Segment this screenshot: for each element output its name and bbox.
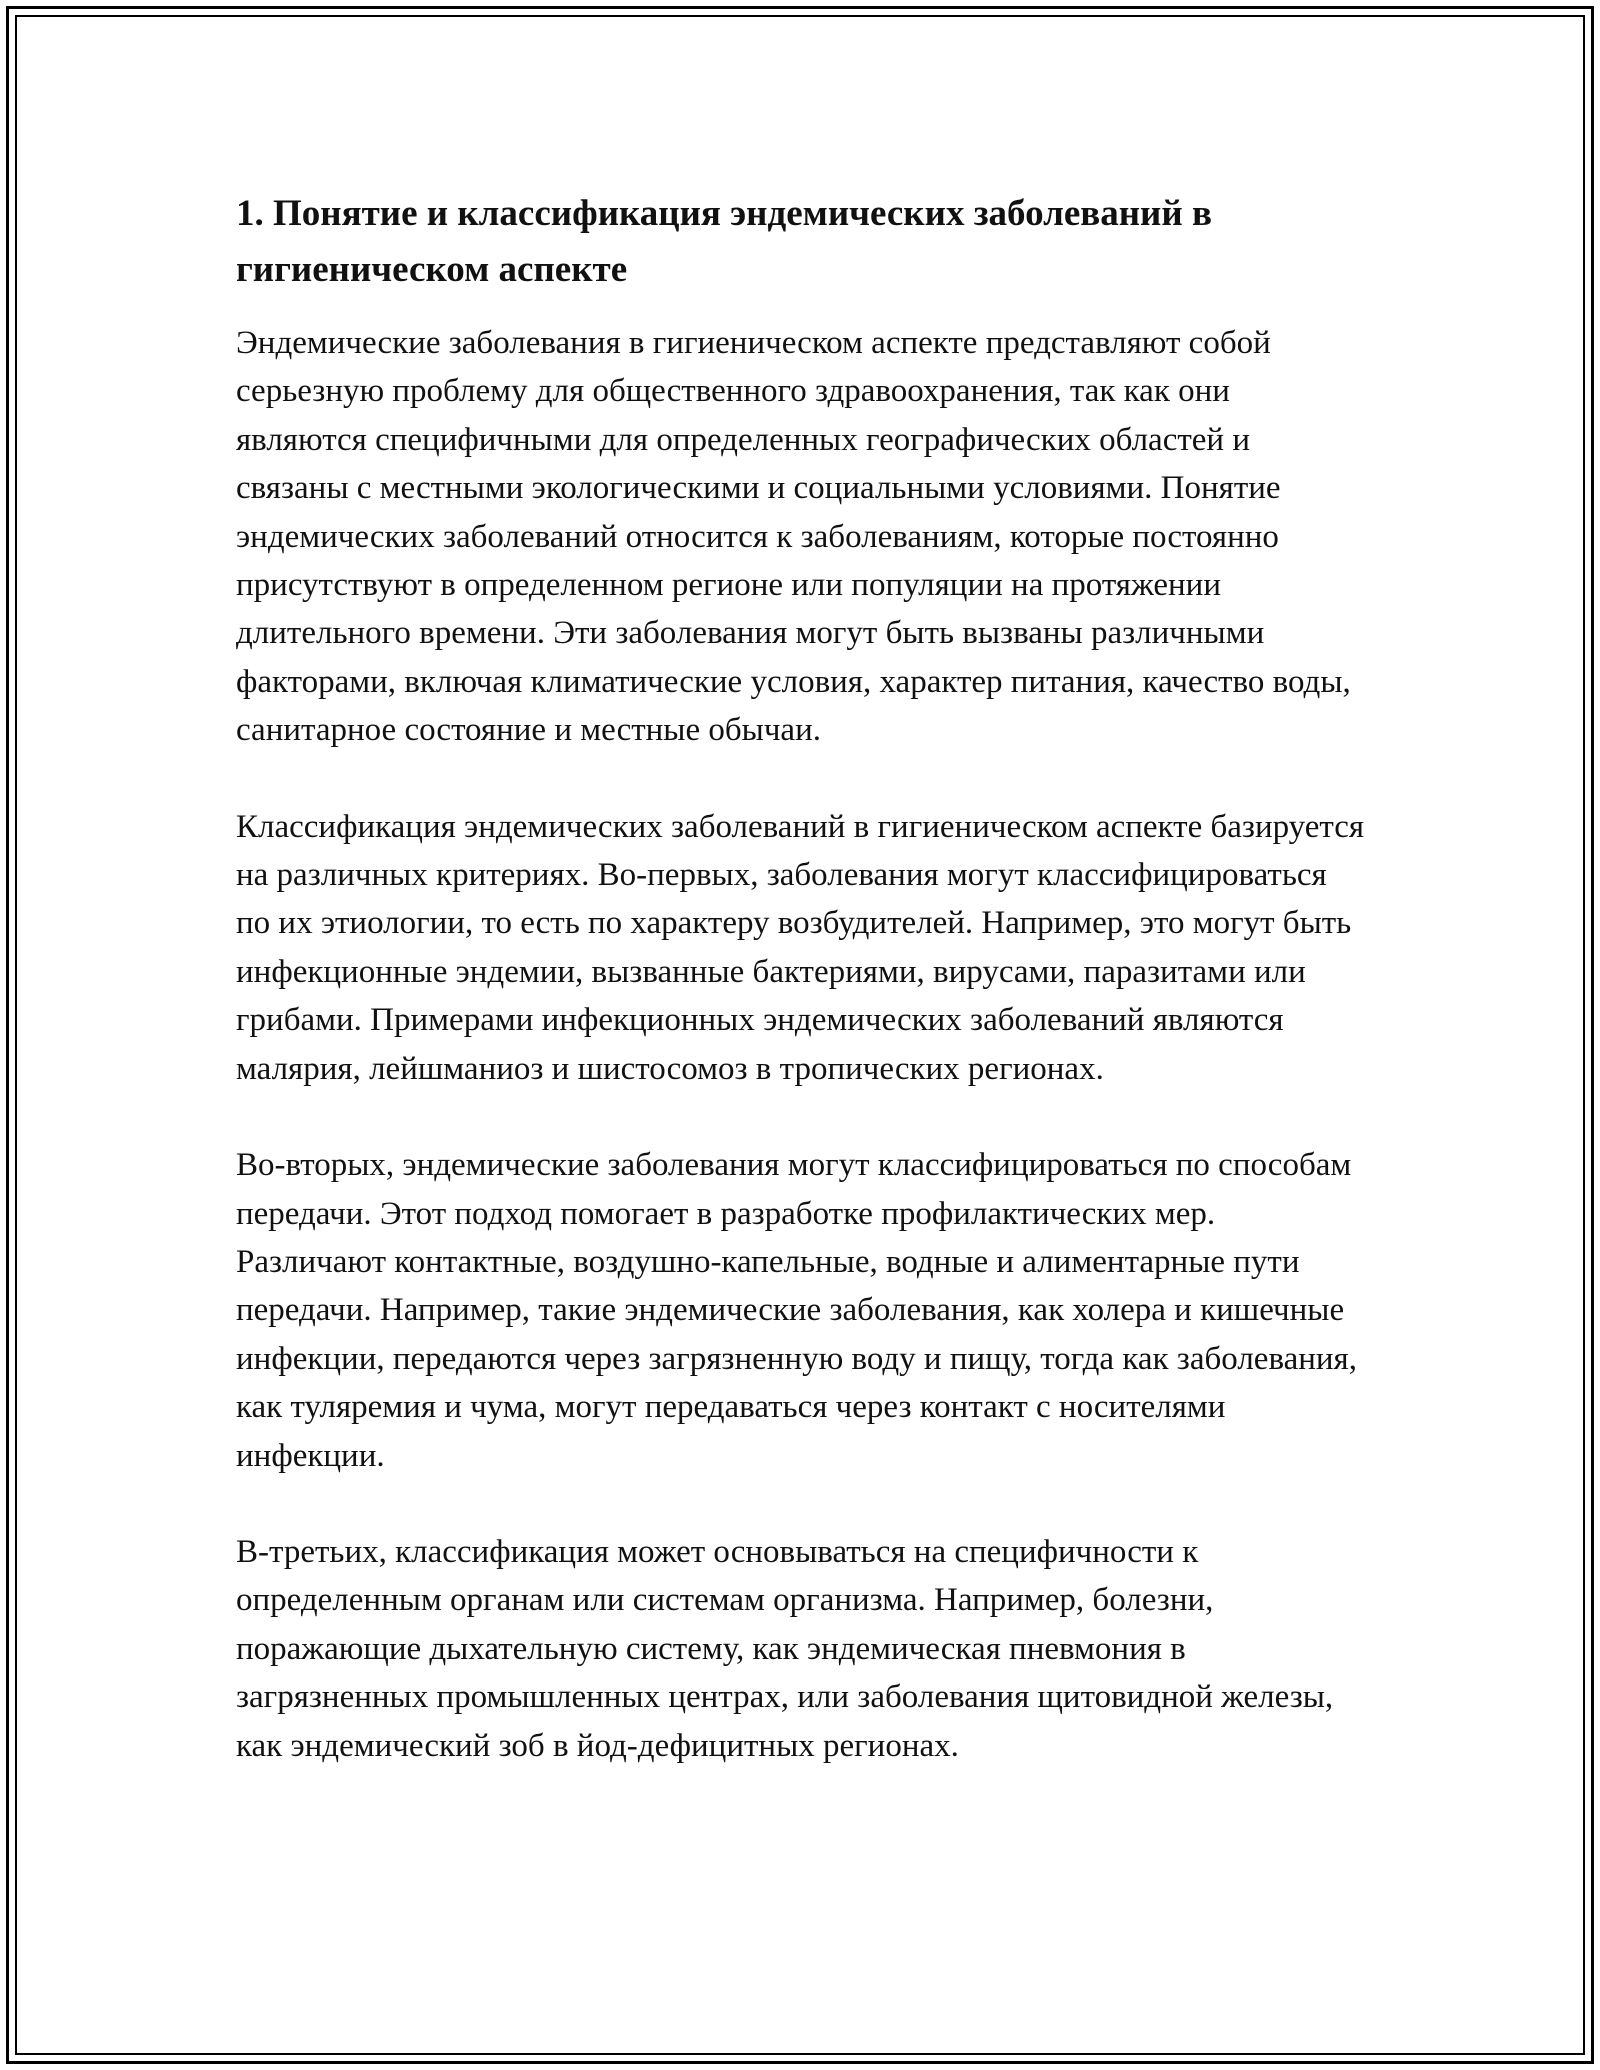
paragraph-definition: Эндемические заболевания в гигиеническом аспекте представляют собой серьезную проблему для общественного здравоохранения, так как они являются специфичными для определенных географических областей и связаны с местными экологическими и социальными условиями. Понятие эндемических заболеваний относится к заболеваниям, которые постоянно присутствуют в определенном регионе или популяции на протяжении длительного времени. Эти заболевания могут быть вызваны различными факторами, включая климатические условия, характер питания, качество воды, санитарное состояние и местные обычаи. bbox=[236, 325, 1351, 749]
document-body bbox=[236, 186, 1366, 1818]
paragraph-organ-specificity: В-третьих, классификация может основываться на специфичности к определенным органам или системам организма. Например, болезни, поражающие дыхательную систему, как эндемическая пневмония в загрязненных промышленных центрах, или заболевания щитовидной железы, как эндемический зоб в йод-дефицитных регионах. bbox=[236, 1533, 1334, 1764]
paragraph-transmission: Во-вторых, эндемические заболевания могут классифицироваться по способам передачи. Этот подход помогает в разработке профилактических мер. Различают контактные, воздушно-капельные, водные и алиментарные пути передачи. Например, такие эндемические заболевания, как холера и кишечные инфекции, передаются через загрязненную воду и пищу, тогда как заболевания, как туляремия и чума, могут передаваться через контакт с носителями инфекции. bbox=[236, 1147, 1357, 1474]
paragraph-etiology: Классификация эндемических заболеваний в гигиеническом аспекте базируется на различных критериях. Во-первых, заболевания могут классифицироваться по их этиологии, то есть по характеру возбудителей. Например, это могут быть инфекционные эндемии, вызванные бактериями, вирусами, паразитами или грибами. Примерами инфекционных эндемических заболеваний являются малярия, лейшманиоз и шистосомоз в тропических регионах. bbox=[236, 808, 1365, 1087]
section-title: 1. Понятие и классификация эндемических заболеваний в гигиеническом аспекте bbox=[236, 193, 1212, 290]
